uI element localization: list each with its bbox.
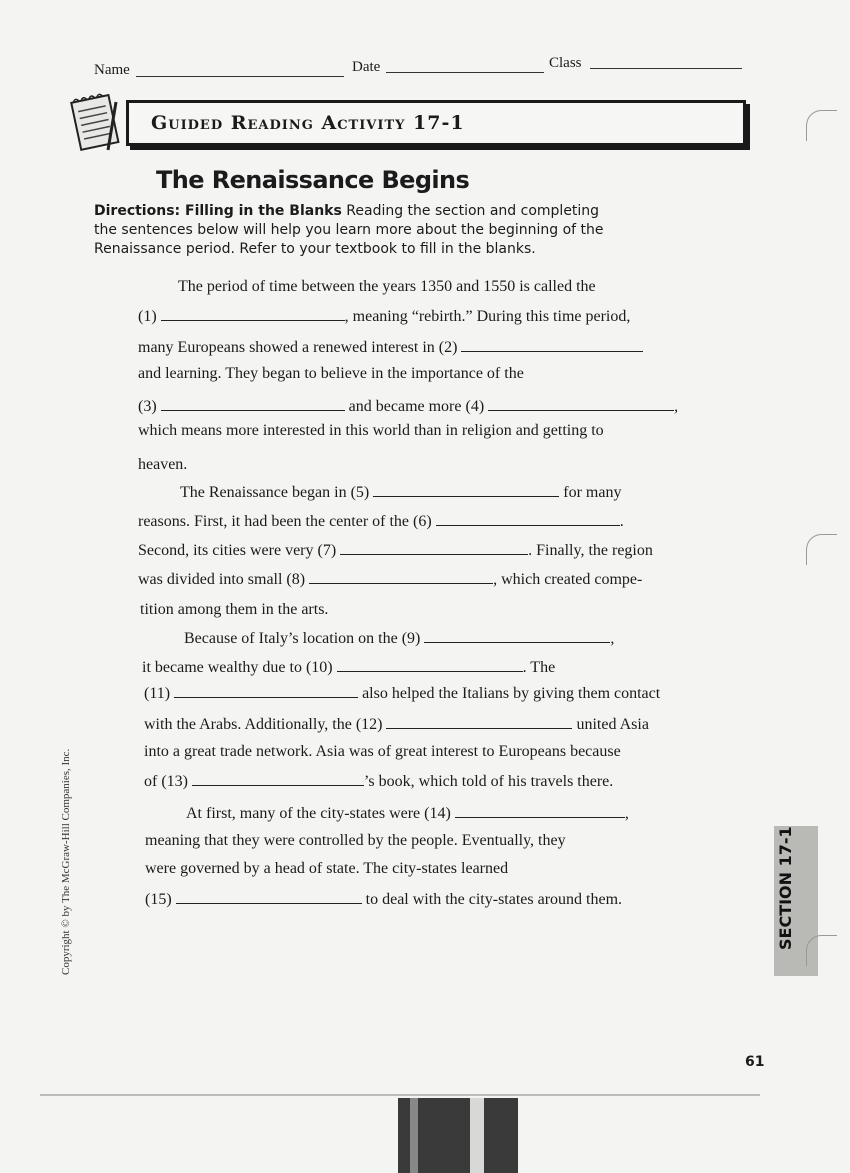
text-line-21: were governed by a head of state. The city-states learned bbox=[145, 860, 509, 877]
blank-6[interactable] bbox=[436, 511, 620, 526]
copyright-notice: Copyright © by The McGraw-Hill Companies, Inc. bbox=[60, 748, 72, 975]
text-line-3: many Europeans showed a renewed interest in (2) bbox=[138, 337, 643, 357]
blank-13[interactable] bbox=[192, 771, 364, 786]
name-field-line[interactable] bbox=[136, 76, 344, 77]
directions-heading: Directions: Filling in the Blanks bbox=[94, 203, 342, 219]
text-line-11: was divided into small (8) , which created compe- bbox=[138, 571, 643, 588]
directions bbox=[94, 202, 614, 259]
text-line-18: of (13) ’s book, which told of his travels there. bbox=[144, 773, 614, 790]
text-line-9: reasons. First, it had been the center of the (6) . bbox=[138, 513, 624, 530]
blank-15[interactable] bbox=[176, 889, 362, 904]
text-line-20: meaning that they were controlled by the people. Eventually, they bbox=[145, 832, 566, 849]
blank-12[interactable] bbox=[386, 714, 572, 729]
blank-5[interactable] bbox=[373, 482, 559, 497]
blank-14[interactable] bbox=[455, 803, 625, 818]
blank-10[interactable] bbox=[337, 657, 523, 672]
activity-banner bbox=[126, 100, 746, 146]
text-line-16: with the Arabs. Additionally, the (12) united Asia bbox=[144, 716, 649, 733]
blank-11[interactable] bbox=[174, 683, 358, 698]
text-line-14: it became wealthy due to (10) . The bbox=[142, 659, 556, 676]
name-label: Name bbox=[94, 62, 130, 78]
scanner-artifact-stripe bbox=[410, 1098, 418, 1173]
scanner-artifact-stripe-2 bbox=[470, 1098, 484, 1173]
blank-1[interactable] bbox=[161, 306, 345, 321]
blank-3[interactable] bbox=[161, 396, 345, 411]
text-line-17: into a great trade network. Asia was of great interest to Europeans because bbox=[144, 743, 621, 760]
text-line-19: At first, many of the city-states were (14) , bbox=[186, 805, 629, 822]
binder-hole-top bbox=[806, 110, 837, 141]
blank-9[interactable] bbox=[424, 628, 610, 643]
text-line-12: tition among them in the arts. bbox=[140, 601, 329, 618]
text-line-10: Second, its cities were very (7) . Finally, the region bbox=[138, 542, 653, 559]
text-line-5: (3) and became more (4) , bbox=[138, 398, 679, 415]
text-line-1: The period of time between the years 1350 and 1550 is called the bbox=[178, 278, 596, 295]
activity-title: Guided Reading Activity 17-1 bbox=[151, 112, 465, 134]
page-number: 61 bbox=[745, 1054, 765, 1070]
text-line-15: (11) also helped the Italians by giving them contact bbox=[144, 685, 661, 702]
text-line-6: which means more interested in this world than in religion and getting to bbox=[138, 422, 604, 439]
blank-2[interactable] bbox=[461, 337, 643, 352]
notebook-icon bbox=[64, 92, 130, 154]
binder-hole-bottom bbox=[806, 935, 837, 966]
class-label: Class bbox=[549, 55, 582, 71]
page-bottom-edge bbox=[40, 1094, 760, 1096]
blank-4[interactable] bbox=[488, 396, 674, 411]
date-field-line[interactable] bbox=[386, 72, 544, 73]
text-line-8: The Renaissance began in (5) for many bbox=[180, 484, 622, 501]
class-field-line[interactable] bbox=[590, 68, 742, 69]
text-line-2: (1) , meaning “rebirth.” During this time period, bbox=[138, 308, 631, 325]
text-line-13: Because of Italy’s location on the (9) , bbox=[184, 630, 615, 647]
page-title: The Renaissance Begins bbox=[156, 166, 470, 194]
blank-7[interactable] bbox=[340, 540, 528, 555]
text-line-22: (15) to deal with the city-states around them. bbox=[145, 891, 623, 908]
blank-8[interactable] bbox=[309, 569, 493, 584]
directions-text: Reading the section and completing the sentences below will help you learn more about the beginning of the Renaissance period. Refer to your textbook to fill in the blanks. bbox=[94, 203, 604, 257]
text-line-7: heaven. bbox=[138, 456, 188, 473]
date-label: Date bbox=[352, 59, 381, 75]
section-tab-label: SECTION 17-1 bbox=[776, 826, 795, 950]
text-line-4: and learning. They began to believe in the importance of the bbox=[138, 365, 524, 382]
binder-hole-middle bbox=[806, 534, 837, 565]
